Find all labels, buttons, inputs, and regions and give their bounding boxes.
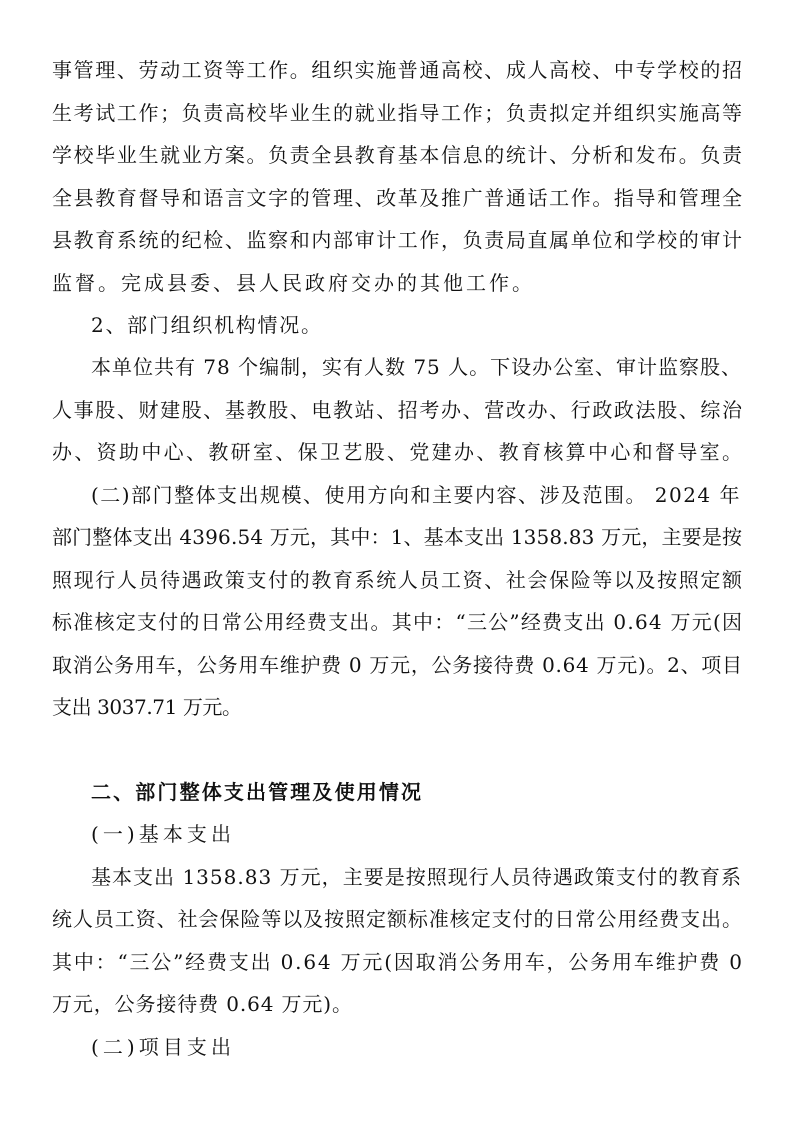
line-text: 支出 3037.71 万元。 — [52, 695, 242, 719]
line-text: 本单位共有 78 个编制，实有人数 75 人。下设办公室、审计监察股、 — [91, 355, 742, 379]
line-text: 万元，公务接待费 0.64 万元)。 — [52, 992, 353, 1016]
line-text: 标准核定支付的日常公用经费支出。其中：“三公”经费支出 0.64 万元(因 — [52, 610, 744, 634]
line-text: 人事股、财建股、基教股、电教站、招考办、营改办、行政政法股、综治 — [52, 398, 744, 422]
line-text: 其中：“三公”经费支出 0.64 万元(因取消公务用车，公务用车维护费 0 — [52, 950, 744, 974]
line-text: 取消公务用车，公务用车维护费 0 万元，公务接待费 0.64 万元)。2、项目 — [52, 653, 743, 677]
line-text: 2、部门组织机构情况。 — [91, 313, 323, 337]
line-text: 生考试工作；负责高校毕业生的就业指导工作；负责拟定并组织实施高等 — [52, 101, 744, 125]
line-text: 二、部门整体支出管理及使用情况 — [91, 780, 424, 804]
line-text: 学校毕业生就业方案。负责全县教育基本信息的统计、分析和发布。负责 — [52, 143, 744, 167]
line-text: 照现行人员待遇政策支付的教育系统人员工资、社会保险等以及按照定额 — [52, 568, 744, 592]
line-text: 部门整体支出 4396.54 万元，其中：1、基本支出 1358.83 万元，主要是按 — [52, 525, 743, 549]
line-text: 事管理、劳动工资等工作。组织实施普通高校、成人高校、中专学校的招 — [52, 58, 744, 82]
line-text: (二)项目支出 — [91, 1035, 236, 1059]
line-text: 县教育系统的纪检、监察和内部审计工作，负责局直属单位和学校的审计 — [52, 228, 744, 252]
line-text: 全县教育督导和语言文字的管理、改革及推广普通话工作。指导和管理全 — [52, 186, 744, 210]
line-text: 办、资助中心、教研室、保卫艺股、党建办、教育核算中心和督导室。 — [52, 440, 745, 464]
line-text: (一)基本支出 — [91, 822, 236, 846]
line-text: (二)部门整体支出规模、使用方向和主要内容、涉及范围。 2024 年 — [91, 483, 741, 507]
line-text: 统人员工资、社会保险等以及按照定额标准核定支付的日常公用经费支出。 — [52, 907, 743, 931]
line-text: 监督。完成县委、县人民政府交办的其他工作。 — [52, 271, 535, 295]
line-text: 基本支出 1358.83 万元，主要是按照现行人员待遇政策支付的教育系 — [91, 865, 743, 889]
